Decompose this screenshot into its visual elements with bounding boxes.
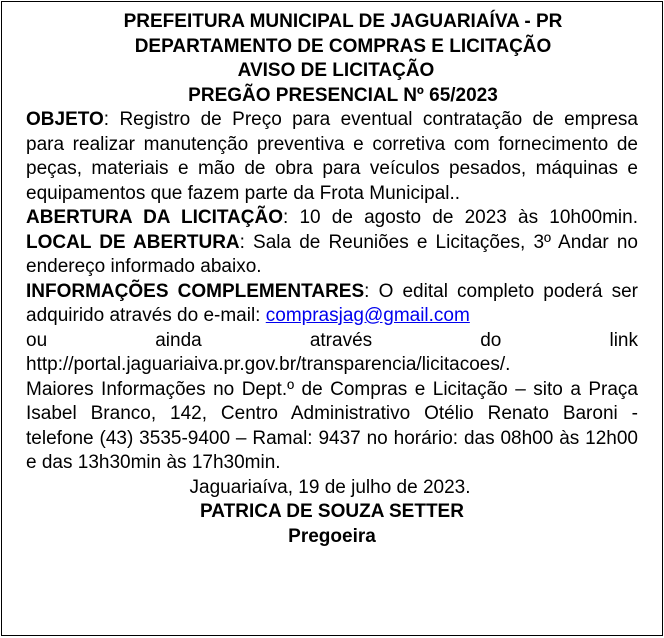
link-word: link: [609, 329, 638, 351]
portal-url[interactable]: http://portal.jaguariaiva.pr.gov.br/transparencia/licitacoes/.: [26, 354, 511, 375]
link-word: ou: [26, 329, 48, 351]
objeto-label: OBJETO: [26, 109, 104, 130]
header-aviso: AVISO DE LICITAÇÃO: [237, 60, 435, 81]
signature-date: Jaguariaíva, 19 de julho de 2023.: [189, 476, 471, 498]
maiores-informacoes-paragraph: Maiores Informações no Dept.º de Compras e Licitação – sito a Praça Isabel Branco, 142, Centro Administrativo Otélio Renato Baroni - telefone (43) 3535-9400 – Ramal: 9437 no horário: das 08h00 às 12h00 e das 13h30min às 17h30min.: [26, 378, 638, 473]
header-departamento: DEPARTAMENTO DE COMPRAS E LICITAÇÃO: [134, 35, 552, 57]
licitacao-notice: [1, 1, 663, 636]
email-link[interactable]: comprasjag@gmail.com: [265, 305, 470, 326]
link-word: através: [309, 329, 373, 351]
local-text: : Sala de Reuniões e Licitações, 3º Andar no endereço informado abaixo.: [26, 231, 638, 277]
link-intro-line: [26, 329, 638, 354]
abertura-text: : 10 de agosto de 2023 às 10h00min.: [283, 207, 639, 228]
abertura-paragraph: [26, 206, 638, 280]
link-word: ainda: [155, 329, 202, 351]
signatory-role: Pregoeira: [288, 525, 376, 547]
abertura-label: ABERTURA DA LICITAÇÃO: [26, 207, 284, 228]
informacoes-label: INFORMAÇÕES COMPLEMENTARES: [26, 280, 365, 302]
link-word: do: [480, 329, 502, 351]
objeto-paragraph: [26, 108, 638, 206]
header-prefeitura: PREFEITURA MUNICIPAL DE JAGUARIAÍVA - PR: [123, 11, 563, 32]
informacoes-paragraph: [26, 280, 638, 329]
header-pregao: PREGÃO PRESENCIAL Nº 65/2023: [188, 84, 498, 106]
signatory-name: PATRICA DE SOUZA SETTER: [200, 501, 464, 522]
informacoes-text: : O edital completo poderá ser adquirido através do e-mail:: [26, 280, 639, 326]
local-label: LOCAL DE ABERTURA: [26, 231, 240, 253]
objeto-text: : Registro de Preço para eventual contratação de empresa para realizar manutenção preventiva e corretiva com fornecimento de peças, materiais e mão de obra para veículos pesados, máquinas e equipamentos que fazem parte da Frota Municipal..: [26, 109, 638, 204]
